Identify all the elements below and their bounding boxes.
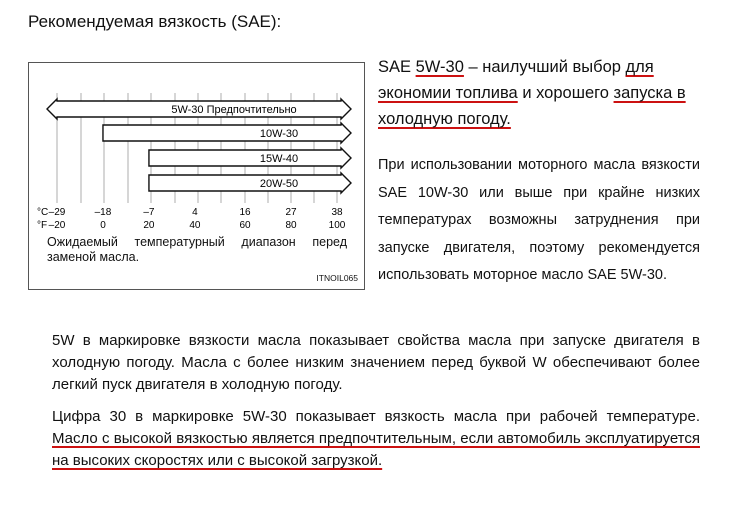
paragraph-30 bbox=[52, 406, 700, 472]
lead-part1: SAE bbox=[378, 58, 416, 76]
celsius-tick-label: 27 bbox=[285, 207, 297, 218]
paragraph-30-underlined: Масло с высокой вязкостью является предпочтительным, если автомобиль эксплуатируется на высоких скоростях или с высокой загрузкой. bbox=[52, 430, 700, 469]
lead-underline-economy: для экономии топлива bbox=[378, 58, 654, 102]
paragraph-30-intro: Цифра 30 в маркировке 5W-30 показывает вязкость масла при рабочей температуре. bbox=[52, 408, 700, 425]
fahrenheit-tick-label: 0 bbox=[100, 220, 106, 231]
fahrenheit-tick-label: –20 bbox=[48, 220, 66, 231]
celsius-prefix: °C bbox=[37, 207, 49, 218]
fahrenheit-tick-label: 80 bbox=[285, 220, 297, 231]
celsius-tick-label: 38 bbox=[331, 207, 343, 218]
figure-code: ITNOIL065 bbox=[316, 273, 358, 283]
page-title: Рекомендуемая вязкость (SAE): bbox=[28, 12, 282, 31]
celsius-tick-label: –18 bbox=[94, 207, 112, 218]
lead-part3: и хорошего bbox=[517, 84, 614, 102]
fahrenheit-tick-label: 100 bbox=[328, 220, 346, 231]
fahrenheit-tick-label: 60 bbox=[239, 220, 251, 231]
celsius-tick-label: –29 bbox=[48, 207, 66, 218]
fahrenheit-tick-label: 20 bbox=[143, 220, 155, 231]
viscosity-band bbox=[103, 123, 351, 143]
viscosity-chart bbox=[28, 62, 365, 290]
band-label: 5W-30 Предпочтительно bbox=[171, 104, 297, 116]
lead-underline-grade: 5W-30 bbox=[415, 58, 464, 76]
lead-underline-cold-start: запуска в холодную погоду. bbox=[378, 84, 686, 128]
band-label: 10W-30 bbox=[259, 128, 299, 140]
celsius-tick-label: 16 bbox=[239, 207, 251, 218]
lead-statement bbox=[378, 54, 700, 132]
viscosity-band bbox=[149, 173, 351, 193]
viscosity-band bbox=[149, 148, 351, 168]
low-temp-note: При использовании моторного масла вязкости SAE 10W-30 или выше при крайне низких температурах возможны затруднения при запуске двигателя, поэтому рекомендуется использовать моторное масло SAE 5W-30. bbox=[378, 157, 700, 283]
chart-caption: Ожидаемый температурный диапазон перед заменой масла. bbox=[47, 235, 347, 264]
celsius-tick-label: 4 bbox=[192, 207, 198, 218]
band-label: 20W-50 bbox=[259, 178, 299, 190]
fahrenheit-tick-label: 40 bbox=[189, 220, 201, 231]
celsius-tick-label: –7 bbox=[143, 207, 155, 218]
band-label: 15W-40 bbox=[259, 153, 299, 165]
fahrenheit-prefix: °F bbox=[37, 220, 48, 231]
paragraph-5w: 5W в маркировке вязкости масла показывает свойства масла при запуске двигателя в холодную погоду. Масла с более низким значением перед буквой W обеспечивают более легкий пуск двигателя в холодную погоду. bbox=[52, 332, 700, 393]
lead-part2: – наилучший выбор bbox=[463, 58, 626, 76]
